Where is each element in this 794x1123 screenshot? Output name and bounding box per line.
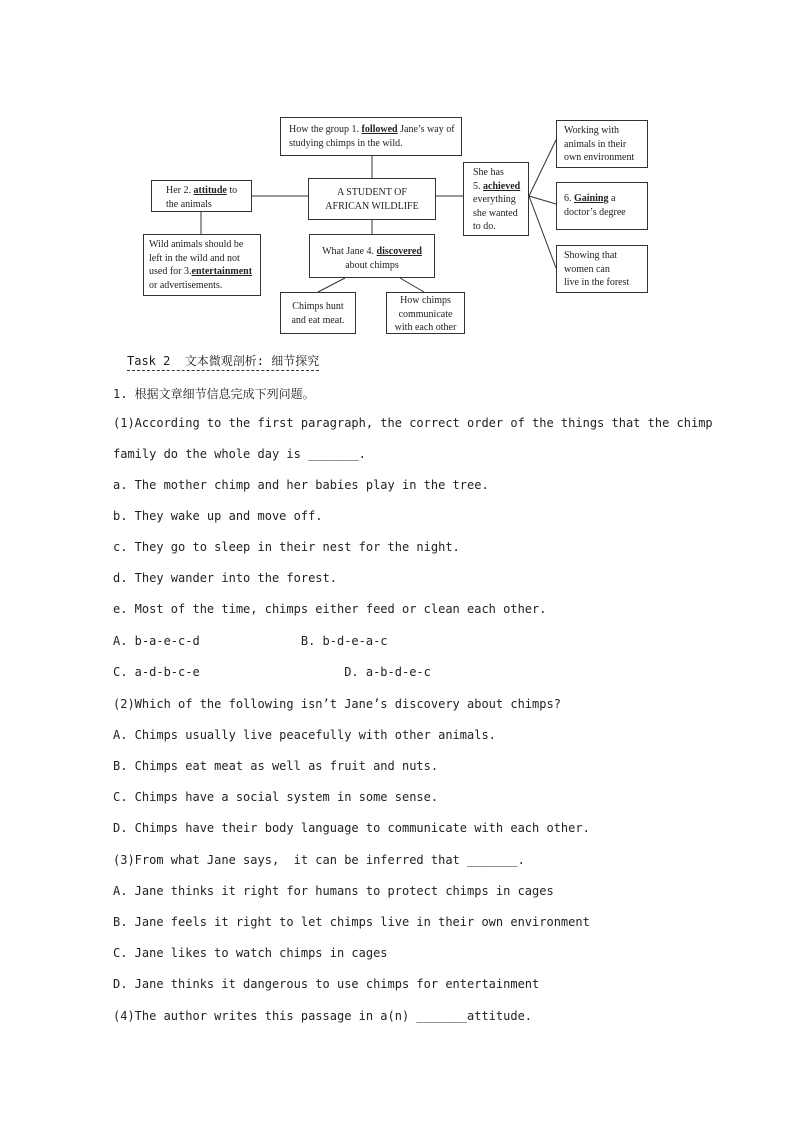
right-box: She has 5. achieved everything she wanted to do. — [463, 162, 529, 236]
right-sub-box-3: Showing that women can live in the forest — [556, 245, 648, 293]
text-line: d. They wander into the forest. — [113, 571, 337, 585]
text-line: B. Jane feels it right to let chimps live in their own environment — [113, 915, 590, 929]
text-line: C. Chimps have a social system in some sense. — [113, 790, 439, 804]
left-box: Her 2. attitude to the animals — [151, 180, 252, 212]
text-line: b. They wake up and move off. — [113, 509, 323, 523]
text-line: (1)According to the first paragraph, the correct order of the things that the chimp — [113, 416, 713, 430]
top-box: How the group 1. followed Jane’s way of studying chimps in the wild. — [280, 117, 462, 156]
text-line: A. Jane thinks it right for humans to protect chimps in cages — [113, 884, 554, 898]
text-line: B. Chimps eat meat as well as fruit and nuts. — [113, 759, 439, 773]
text-line: A. b-a-e-c-d B. b-d-e-a-c — [113, 634, 388, 648]
text-line: (4)The author writes this passage in a(n) _______attitude. — [113, 1009, 533, 1023]
left-sub-box: Wild animals should be left in the wild and not used for 3.entertainment or advertisements. — [143, 234, 261, 296]
text-line: c. They go to sleep in their nest for the night. — [113, 540, 460, 554]
text-line: e. Most of the time, chimps either feed or clean each other. — [113, 602, 547, 616]
right-sub-box-2: 6. Gaining a doctor’s degree — [556, 182, 648, 230]
text-line: family do the whole day is _______. — [113, 447, 366, 461]
text-line: D. Chimps have their body language to communicate with each other. — [113, 821, 590, 835]
text-line: (2)Which of the following isn’t Jane’s discovery about chimps? — [113, 697, 561, 711]
text-line: C. Jane likes to watch chimps in cages — [113, 946, 388, 960]
bottom-sub-box-1: Chimps hunt and eat meat. — [280, 292, 356, 334]
mind-map — [0, 0, 794, 345]
right-sub-box-1: Working with animals in their own environment — [556, 120, 648, 168]
text-line: C. a-d-b-c-e D. a-b-d-e-c — [113, 665, 431, 679]
bottom-sub-box-2: How chimps communicate with each other — [386, 292, 465, 334]
text-line: a. The mother chimp and her babies play in the tree. — [113, 478, 489, 492]
bottom-box: What Jane 4. discovered about chimps — [309, 234, 435, 278]
text-line: (3)From what Jane says, it can be inferred that _______. — [113, 853, 525, 867]
text-line: D. Jane thinks it dangerous to use chimps for entertainment — [113, 977, 540, 991]
center-box: A STUDENT OF AFRICAN WILDLIFE — [308, 178, 436, 220]
text-line: A. Chimps usually live peacefully with other animals. — [113, 728, 496, 742]
task-title: Task 2 文本微观剖析: 细节探究 — [127, 352, 319, 371]
text-line: 1. 根据文章细节信息完成下列问题。 — [113, 387, 315, 401]
